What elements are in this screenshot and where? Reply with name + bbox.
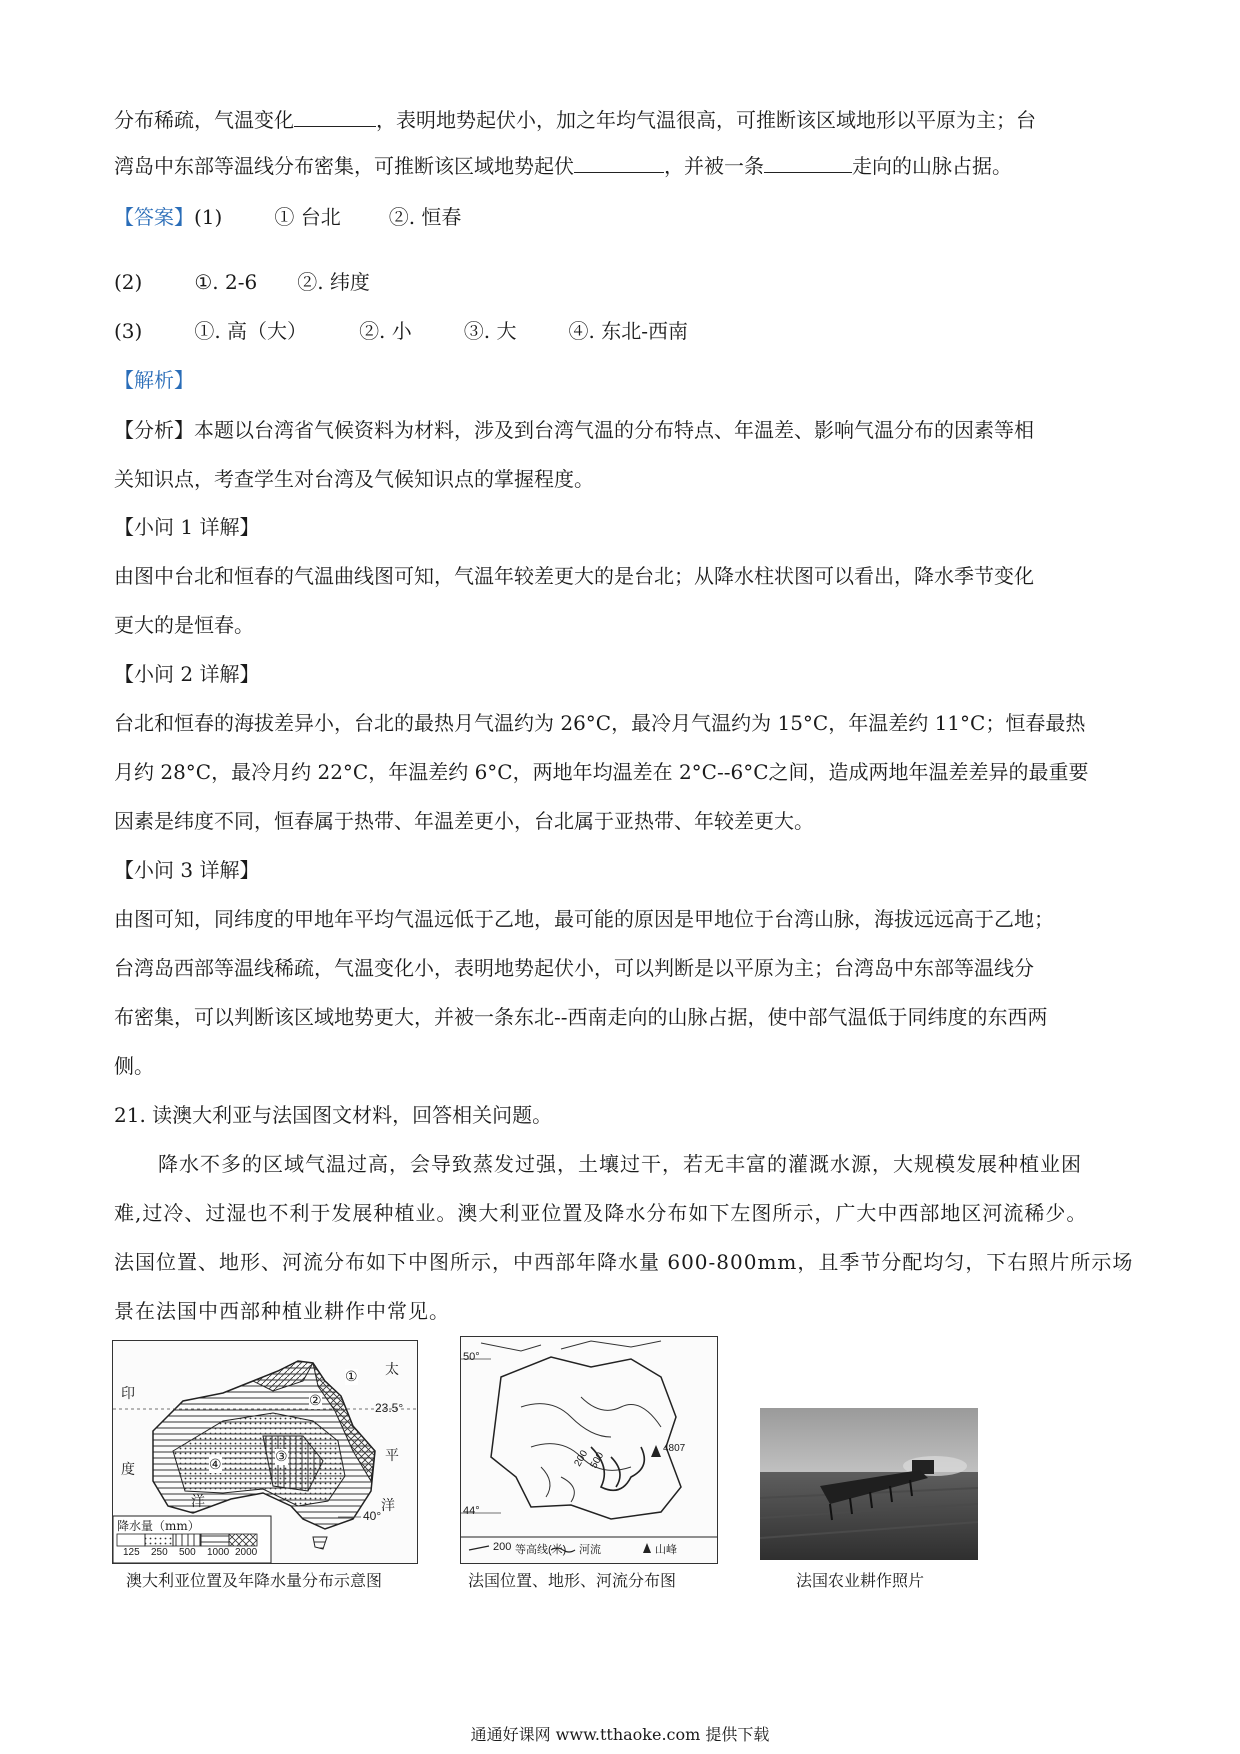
- legend-value: 200: [493, 1541, 512, 1553]
- sub-question-title: 【小问 3 详解】: [114, 858, 260, 882]
- text-fragment: 湾岛中东部等温线分布密集，可推断该区域地势起伏: [114, 154, 574, 178]
- question-title: 21. 读澳大利亚与法国图文材料，回答相关问题。: [114, 1103, 553, 1127]
- answer-number: (2): [114, 270, 143, 294]
- legend-label: 山峰: [655, 1544, 677, 1556]
- map-label: 太: [385, 1362, 399, 1378]
- analysis-text: 月约 28°C，最冷月约 22°C，年温差约 6°C，两地年均温差在 2°C--6°C之间，造成两地年温差差异的最重要: [114, 760, 1089, 784]
- text-fragment: ，表明地势起伏小，加之年均气温很高，可推断该区域地形以平原为主；台: [376, 108, 1036, 132]
- text-line: [114, 152, 1012, 180]
- france-map: [460, 1336, 718, 1564]
- farming-photo-graphic: [760, 1408, 978, 1560]
- analysis-text: 因素是纬度不同，恒春属于热带、年温差更小，台北属于亚热带、年较差更大。: [114, 809, 814, 833]
- answer-item: ②. 小: [359, 319, 412, 343]
- legend-value: 250: [151, 1547, 168, 1558]
- answer-item: ①. 高（大）: [194, 319, 308, 343]
- map-label: 平: [385, 1448, 399, 1464]
- legend-label: 等高线(米): [515, 1544, 567, 1556]
- legend-value: 500: [179, 1547, 196, 1558]
- answer-number: (3): [114, 319, 143, 343]
- map-label: 印: [121, 1386, 135, 1402]
- answer-line-1: [114, 203, 461, 231]
- answer-item: ③. 大: [463, 319, 517, 343]
- analysis-text: 侧。: [114, 1054, 154, 1078]
- legend-values: [123, 1547, 263, 1558]
- fill-blank: [764, 152, 852, 173]
- answer-line-3: [114, 317, 688, 345]
- map-label: 度: [121, 1462, 135, 1478]
- page-footer: 通通好课网 www.tthaoke.com 提供下载: [470, 1725, 770, 1744]
- fill-blank: [574, 152, 664, 173]
- legend-value: 2000: [235, 1547, 258, 1558]
- text-fragment: 分布稀疏，气温变化: [114, 108, 294, 132]
- answer-item: ②. 纬度: [297, 270, 370, 294]
- analysis-text: 台湾岛西部等温线稀疏，气温变化小，表明地势起伏小，可以判断是以平原为主；台湾岛中东部等温线分: [114, 956, 1034, 980]
- area-marker: ③: [275, 1449, 288, 1465]
- answer-number: (1): [194, 205, 223, 229]
- legend-label: 河流: [579, 1544, 601, 1556]
- answer-line-2: [114, 268, 370, 296]
- text-fragment: 走向的山脉占据。: [852, 154, 1012, 178]
- analysis-text: 关知识点，考查学生对台湾及气候知识点的掌握程度。: [114, 467, 594, 491]
- question-text: 景在法国中西部种植业耕作中常见。: [114, 1299, 450, 1323]
- map-label: 洋: [381, 1498, 395, 1514]
- answer-item: ①. 2-6: [194, 270, 258, 294]
- area-marker: ④: [209, 1457, 222, 1473]
- answer-item: ④. 东北-西南: [568, 319, 688, 343]
- latitude-label: 50°: [463, 1351, 480, 1363]
- analysis-label: 【解析】: [114, 368, 194, 392]
- answer-label: 【答案】: [114, 205, 194, 229]
- analysis-text: 更大的是恒春。: [114, 613, 254, 637]
- legend-value: 1000: [207, 1547, 230, 1558]
- area-marker: ①: [345, 1369, 358, 1385]
- analysis-text: 布密集，可以判断该区域地势更大，并被一条东北--西南走向的山脉占据，使中部气温低于同纬度的东西两: [114, 1005, 1048, 1029]
- australia-map: [112, 1340, 418, 1564]
- analysis-text: 由图可知，同纬度的甲地年平均气温远低于乙地，最可能的原因是甲地位于台湾山脉，海拔远远高于乙地；: [114, 907, 1054, 931]
- figure-caption: 澳大利亚位置及年降水量分布示意图: [126, 1571, 383, 1590]
- question-text: 法国位置、地形、河流分布如下中图所示，中西部年降水量 600-800mm，且季节分配均匀，下右照片所示场: [114, 1250, 1134, 1274]
- contour-label: 200: [572, 1448, 591, 1469]
- latitude-label: 40°: [363, 1509, 382, 1523]
- area-marker: ②: [309, 1393, 322, 1409]
- legend-title: 降水量（mm）: [117, 1519, 200, 1533]
- analysis-text: 台北和恒春的海拔差异小，台北的最热月气温约为 26°C，最冷月气温约为 15°C，年温差约 11°C；恒春最热: [114, 711, 1086, 735]
- question-text: 难,过冷、过湿也不利于发展种植业。澳大利亚位置及降水分布如下左图所示，广大中西部地区河流稀少。: [114, 1201, 1088, 1225]
- map-label: 洋: [191, 1494, 205, 1510]
- text-fragment: ，并被一条: [664, 154, 764, 178]
- fill-blank: [294, 106, 376, 127]
- text-line: [114, 106, 1036, 134]
- legend-value: 125: [123, 1547, 140, 1558]
- sub-question-title: 【小问 1 详解】: [114, 515, 260, 539]
- latitude-label: 44°: [463, 1505, 480, 1517]
- analysis-text: 由图中台北和恒春的气温曲线图可知，气温年较差更大的是台北；从降水柱状图可以看出，降水季节变化: [114, 564, 1034, 588]
- contour-label: 500: [588, 1450, 607, 1471]
- figure-caption: 法国位置、地形、河流分布图: [468, 1571, 677, 1590]
- question-text: 降水不多的区域气温过高，会导致蒸发过强，土壤过干，若无丰富的灌溉水源，大规模发展种植业困: [158, 1152, 1082, 1176]
- latitude-label: 23.5°: [375, 1401, 404, 1415]
- sub-question-title: 【小问 2 详解】: [114, 662, 260, 686]
- answer-item: ① 台北: [274, 205, 341, 229]
- farming-photo: [760, 1408, 978, 1560]
- peak-label: 4807: [663, 1443, 686, 1454]
- analysis-text: 【分析】本题以台湾省气候资料为材料，涉及到台湾气温的分布特点、年温差、影响气温分布的因素等相: [114, 418, 1034, 442]
- figure-caption: 法国农业耕作照片: [796, 1571, 925, 1590]
- answer-item: ②. 恒春: [388, 205, 462, 229]
